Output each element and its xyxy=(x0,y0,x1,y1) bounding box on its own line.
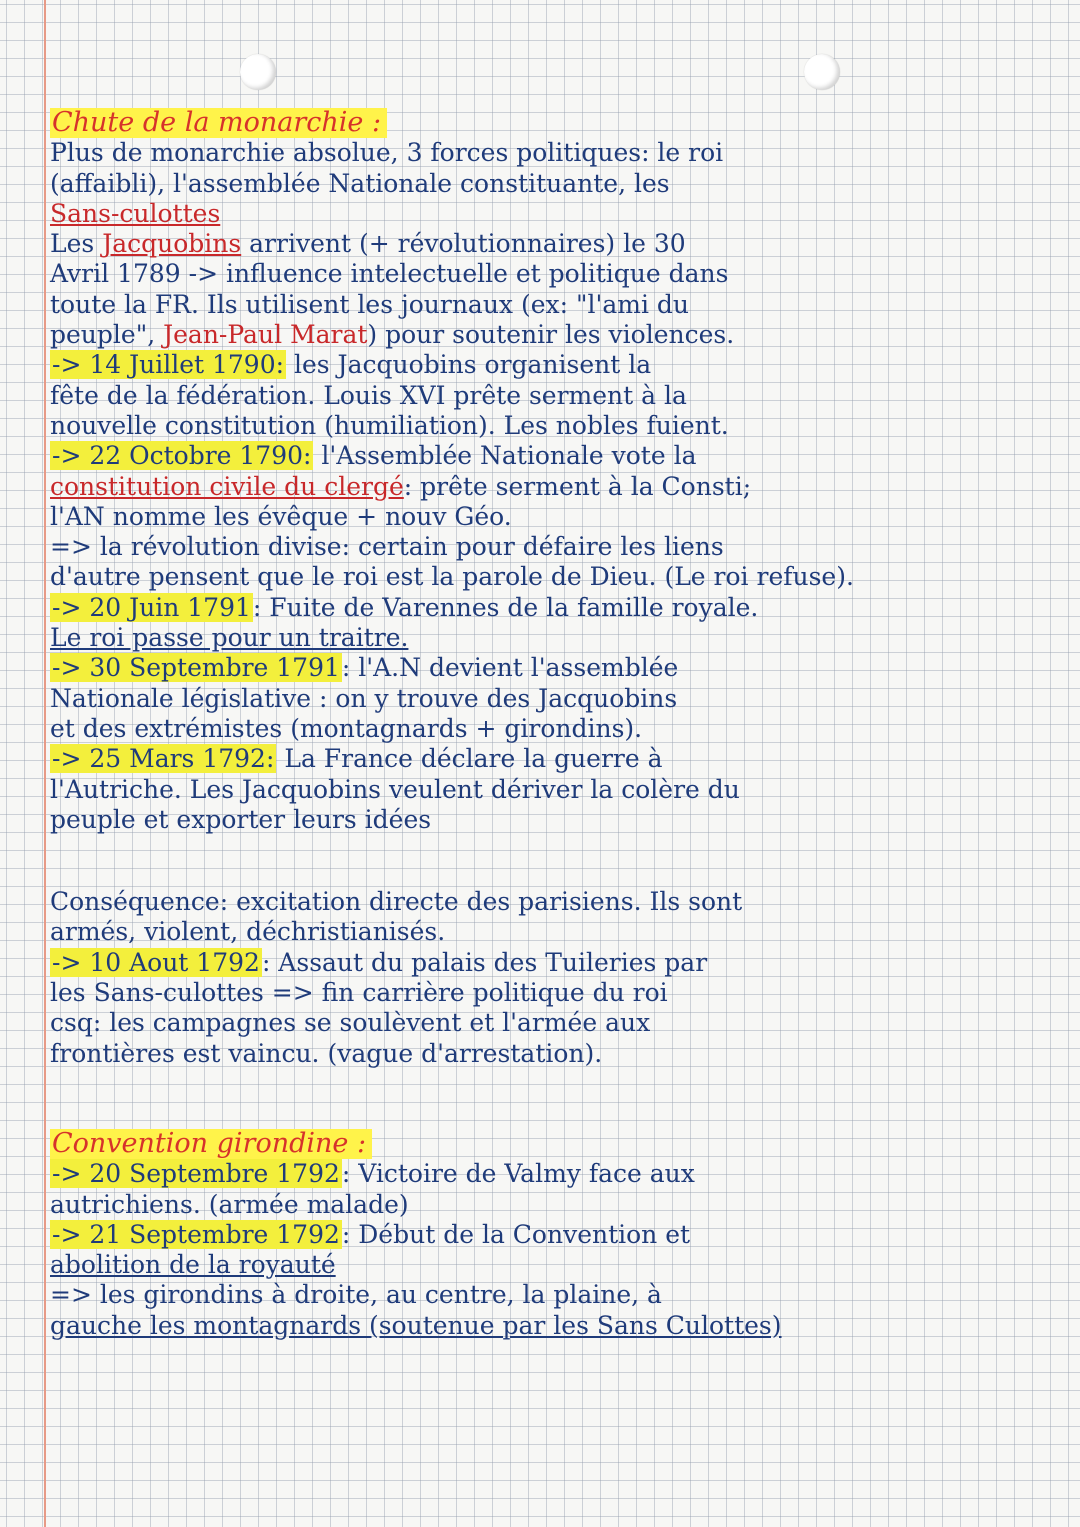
note-line: d'autre pensent que le roi est la parole de Dieu. (Le roi refuse). xyxy=(50,562,854,592)
note-line: gauche les montagnards (soutenue par les Sans Culottes) xyxy=(50,1310,782,1340)
event-line xyxy=(50,593,1060,623)
note-line: (affaibli), l'assemblée Nationale constituante, les xyxy=(50,168,670,198)
note-line: les Sans-culottes => fin carrière politique du roi xyxy=(50,978,668,1008)
event-line xyxy=(50,1159,1060,1189)
punch-hole-left xyxy=(240,54,276,90)
event-line xyxy=(50,1220,1060,1250)
spacer xyxy=(50,1069,1060,1129)
handwritten-notes xyxy=(50,108,1060,1341)
text: : Fuite de Varennes de la famille royale. xyxy=(252,592,759,622)
text: les Jacquobins organisent la xyxy=(286,350,652,380)
date-highlight: -> 30 Septembre 1791 xyxy=(52,653,340,683)
note-line: abolition de la royauté xyxy=(50,1250,336,1280)
note-line xyxy=(50,229,1060,259)
text: : Assaut du palais des Tuileries par xyxy=(261,947,708,977)
text: Les xyxy=(50,229,103,259)
date-highlight: -> 20 Juin 1791 xyxy=(52,592,251,622)
text: ) pour soutenir les violences. xyxy=(367,320,735,350)
text: peuple", xyxy=(50,320,164,350)
note-line xyxy=(50,199,1060,229)
term-sans-culottes: Sans-culottes xyxy=(50,198,221,228)
title-convention-girondine: Convention girondine : xyxy=(50,1129,372,1159)
note-line xyxy=(50,320,1060,350)
note-line: Plus de monarchie absolue, 3 forces politiques: le roi xyxy=(50,138,724,168)
date-highlight: -> 10 Aout 1792 xyxy=(52,947,260,977)
note-line: fête de la fédération. Louis XVI prête serment à la xyxy=(50,380,687,410)
date-highlight: -> 22 Octobre 1790: xyxy=(52,441,312,471)
note-line: frontières est vaincu. (vague d'arrestation). xyxy=(50,1038,603,1068)
text: arrivent (+ révolutionnaires) le 30 xyxy=(241,229,686,259)
event-line xyxy=(50,653,1060,683)
note-line: autrichiens. (armée malade) xyxy=(50,1189,409,1219)
text: : l'A.N devient l'assemblée xyxy=(341,653,679,683)
text: : Victoire de Valmy face aux xyxy=(341,1159,695,1189)
event-line xyxy=(50,441,1060,471)
note-line: => les girondins à droite, au centre, la plaine, à xyxy=(50,1280,662,1310)
event-line xyxy=(50,948,1060,978)
text: La France déclare la guerre à xyxy=(276,744,663,774)
note-line xyxy=(50,472,1060,502)
event-line xyxy=(50,744,1060,774)
date-highlight: -> 14 Juillet 1790: xyxy=(52,350,285,380)
punch-hole-right xyxy=(804,54,840,90)
margin-line xyxy=(44,0,46,1527)
term-jacquobins: Jacquobins xyxy=(102,229,242,259)
term-constitution-clerge: constitution civile du clergé xyxy=(50,471,404,501)
note-line: armés, violent, déchristianisés. xyxy=(50,917,446,947)
term-marat: Jean-Paul Marat xyxy=(163,320,368,350)
note-line: peuple et exporter leurs idées xyxy=(50,804,432,834)
section-title xyxy=(50,108,1060,138)
note-line: l'AN nomme les évêque + nouv Géo. xyxy=(50,501,512,531)
date-highlight: -> 25 Mars 1792: xyxy=(52,744,275,774)
text: l'Assemblée Nationale vote la xyxy=(313,441,697,471)
note-line: l'Autriche. Les Jacquobins veulent dériver la colère du xyxy=(50,774,740,804)
note-line: Conséquence: excitation directe des parisiens. Ils sont xyxy=(50,887,743,917)
title-chute-monarchie: Chute de la monarchie : xyxy=(50,108,387,138)
note-line: => la révolution divise: certain pour défaire les liens xyxy=(50,532,724,562)
date-highlight: -> 20 Septembre 1792 xyxy=(52,1159,340,1189)
note-line: et des extrémistes (montagnards + girondins). xyxy=(50,713,643,743)
note-line: Nationale législative : on y trouve des Jacquobins xyxy=(50,683,678,713)
spacer xyxy=(50,835,1060,887)
note-line: Le roi passe pour un traitre. xyxy=(50,623,409,653)
date-highlight: -> 21 Septembre 1792 xyxy=(52,1219,340,1249)
text: : Début de la Convention et xyxy=(341,1219,691,1249)
section-title xyxy=(50,1129,1060,1159)
text: : prête serment à la Consti; xyxy=(403,471,752,501)
note-line: toute la FR. Ils utilisent les journaux (ex: "l'ami du xyxy=(50,289,690,319)
event-line xyxy=(50,350,1060,380)
note-line: csq: les campagnes se soulèvent et l'armée aux xyxy=(50,1008,651,1038)
note-line: Avril 1789 -> influence intelectuelle et politique dans xyxy=(50,259,729,289)
note-line: nouvelle constitution (humiliation). Les nobles fuient. xyxy=(50,410,729,440)
